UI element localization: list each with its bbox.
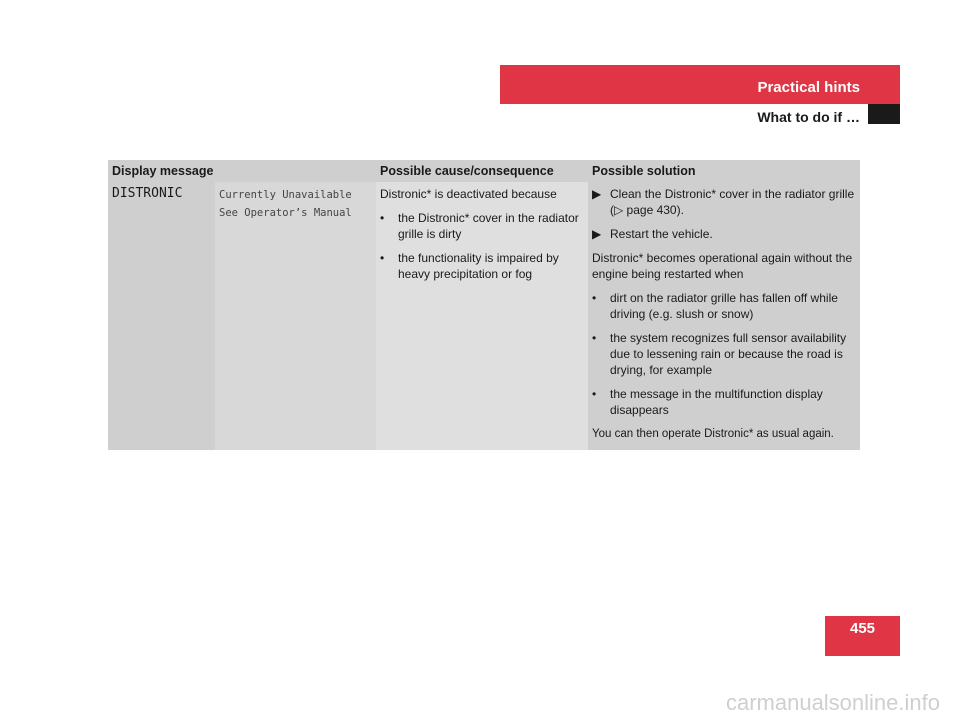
- watermark: carmanualsonline.info: [725, 690, 940, 715]
- section-title: Practical hints: [757, 79, 860, 96]
- bullet-icon: •: [380, 211, 385, 225]
- section-subtitle: What to do if …: [757, 109, 860, 125]
- list-item: [592, 226, 856, 242]
- list-item: [380, 250, 580, 282]
- column-header-possible-cause: Possible cause/consequence: [380, 164, 554, 178]
- possible-cause-cell: [376, 182, 588, 450]
- bullet-icon: •: [380, 251, 385, 265]
- display-message-line-1: Currently Unavailable: [219, 189, 352, 201]
- header-tab: [868, 104, 900, 124]
- arrow-icon: ▶: [592, 187, 602, 201]
- cause-intro: Distronic* is deactivated because: [380, 187, 557, 201]
- solution-intro: Distronic* becomes operational again without the engine being restarted when: [592, 251, 853, 281]
- message-table: [108, 160, 860, 450]
- display-message-cell: [108, 182, 376, 450]
- column-header-display-message: Display message: [112, 164, 214, 178]
- column-header-possible-solution: Possible solution: [592, 164, 696, 178]
- bullet-icon: •: [592, 291, 597, 305]
- solution-step-text: Clean the Distronic* cover in the radiator grille (▷ page 430).: [610, 187, 855, 217]
- cause-item-text: the Distronic* cover in the radiator grille is dirty: [398, 211, 579, 241]
- table-row: [108, 182, 860, 450]
- bullet-icon: •: [592, 387, 597, 401]
- bullet-icon: •: [592, 331, 597, 345]
- solution-step-text: Restart the vehicle.: [610, 227, 713, 241]
- list-item: [380, 210, 580, 242]
- solution-item-text: the system recognizes full sensor availability due to lessening rain or because the road is drying, for example: [610, 331, 847, 377]
- display-message-line-2: See Operator’s Manual: [219, 207, 352, 219]
- header-bar: [500, 65, 900, 104]
- display-message-text: [215, 182, 376, 450]
- list-item: [592, 186, 856, 218]
- solution-item-text: dirt on the radiator grille has fallen off while driving (e.g. slush or snow): [610, 291, 838, 321]
- list-item: [592, 290, 856, 322]
- solution-item-text: the message in the multifunction display disappears: [610, 387, 823, 417]
- list-item: [592, 330, 856, 378]
- solution-note: You can then operate Distronic* as usual again.: [592, 428, 834, 440]
- cause-item-text: the functionality is impaired by heavy precipitation or fog: [398, 251, 559, 281]
- table-header-row: [108, 160, 860, 182]
- possible-solution-cell: [588, 182, 860, 450]
- list-item: [592, 386, 856, 418]
- display-code: DISTRONIC: [112, 186, 183, 201]
- arrow-icon: ▶: [592, 227, 602, 241]
- page-number: 455: [825, 616, 900, 656]
